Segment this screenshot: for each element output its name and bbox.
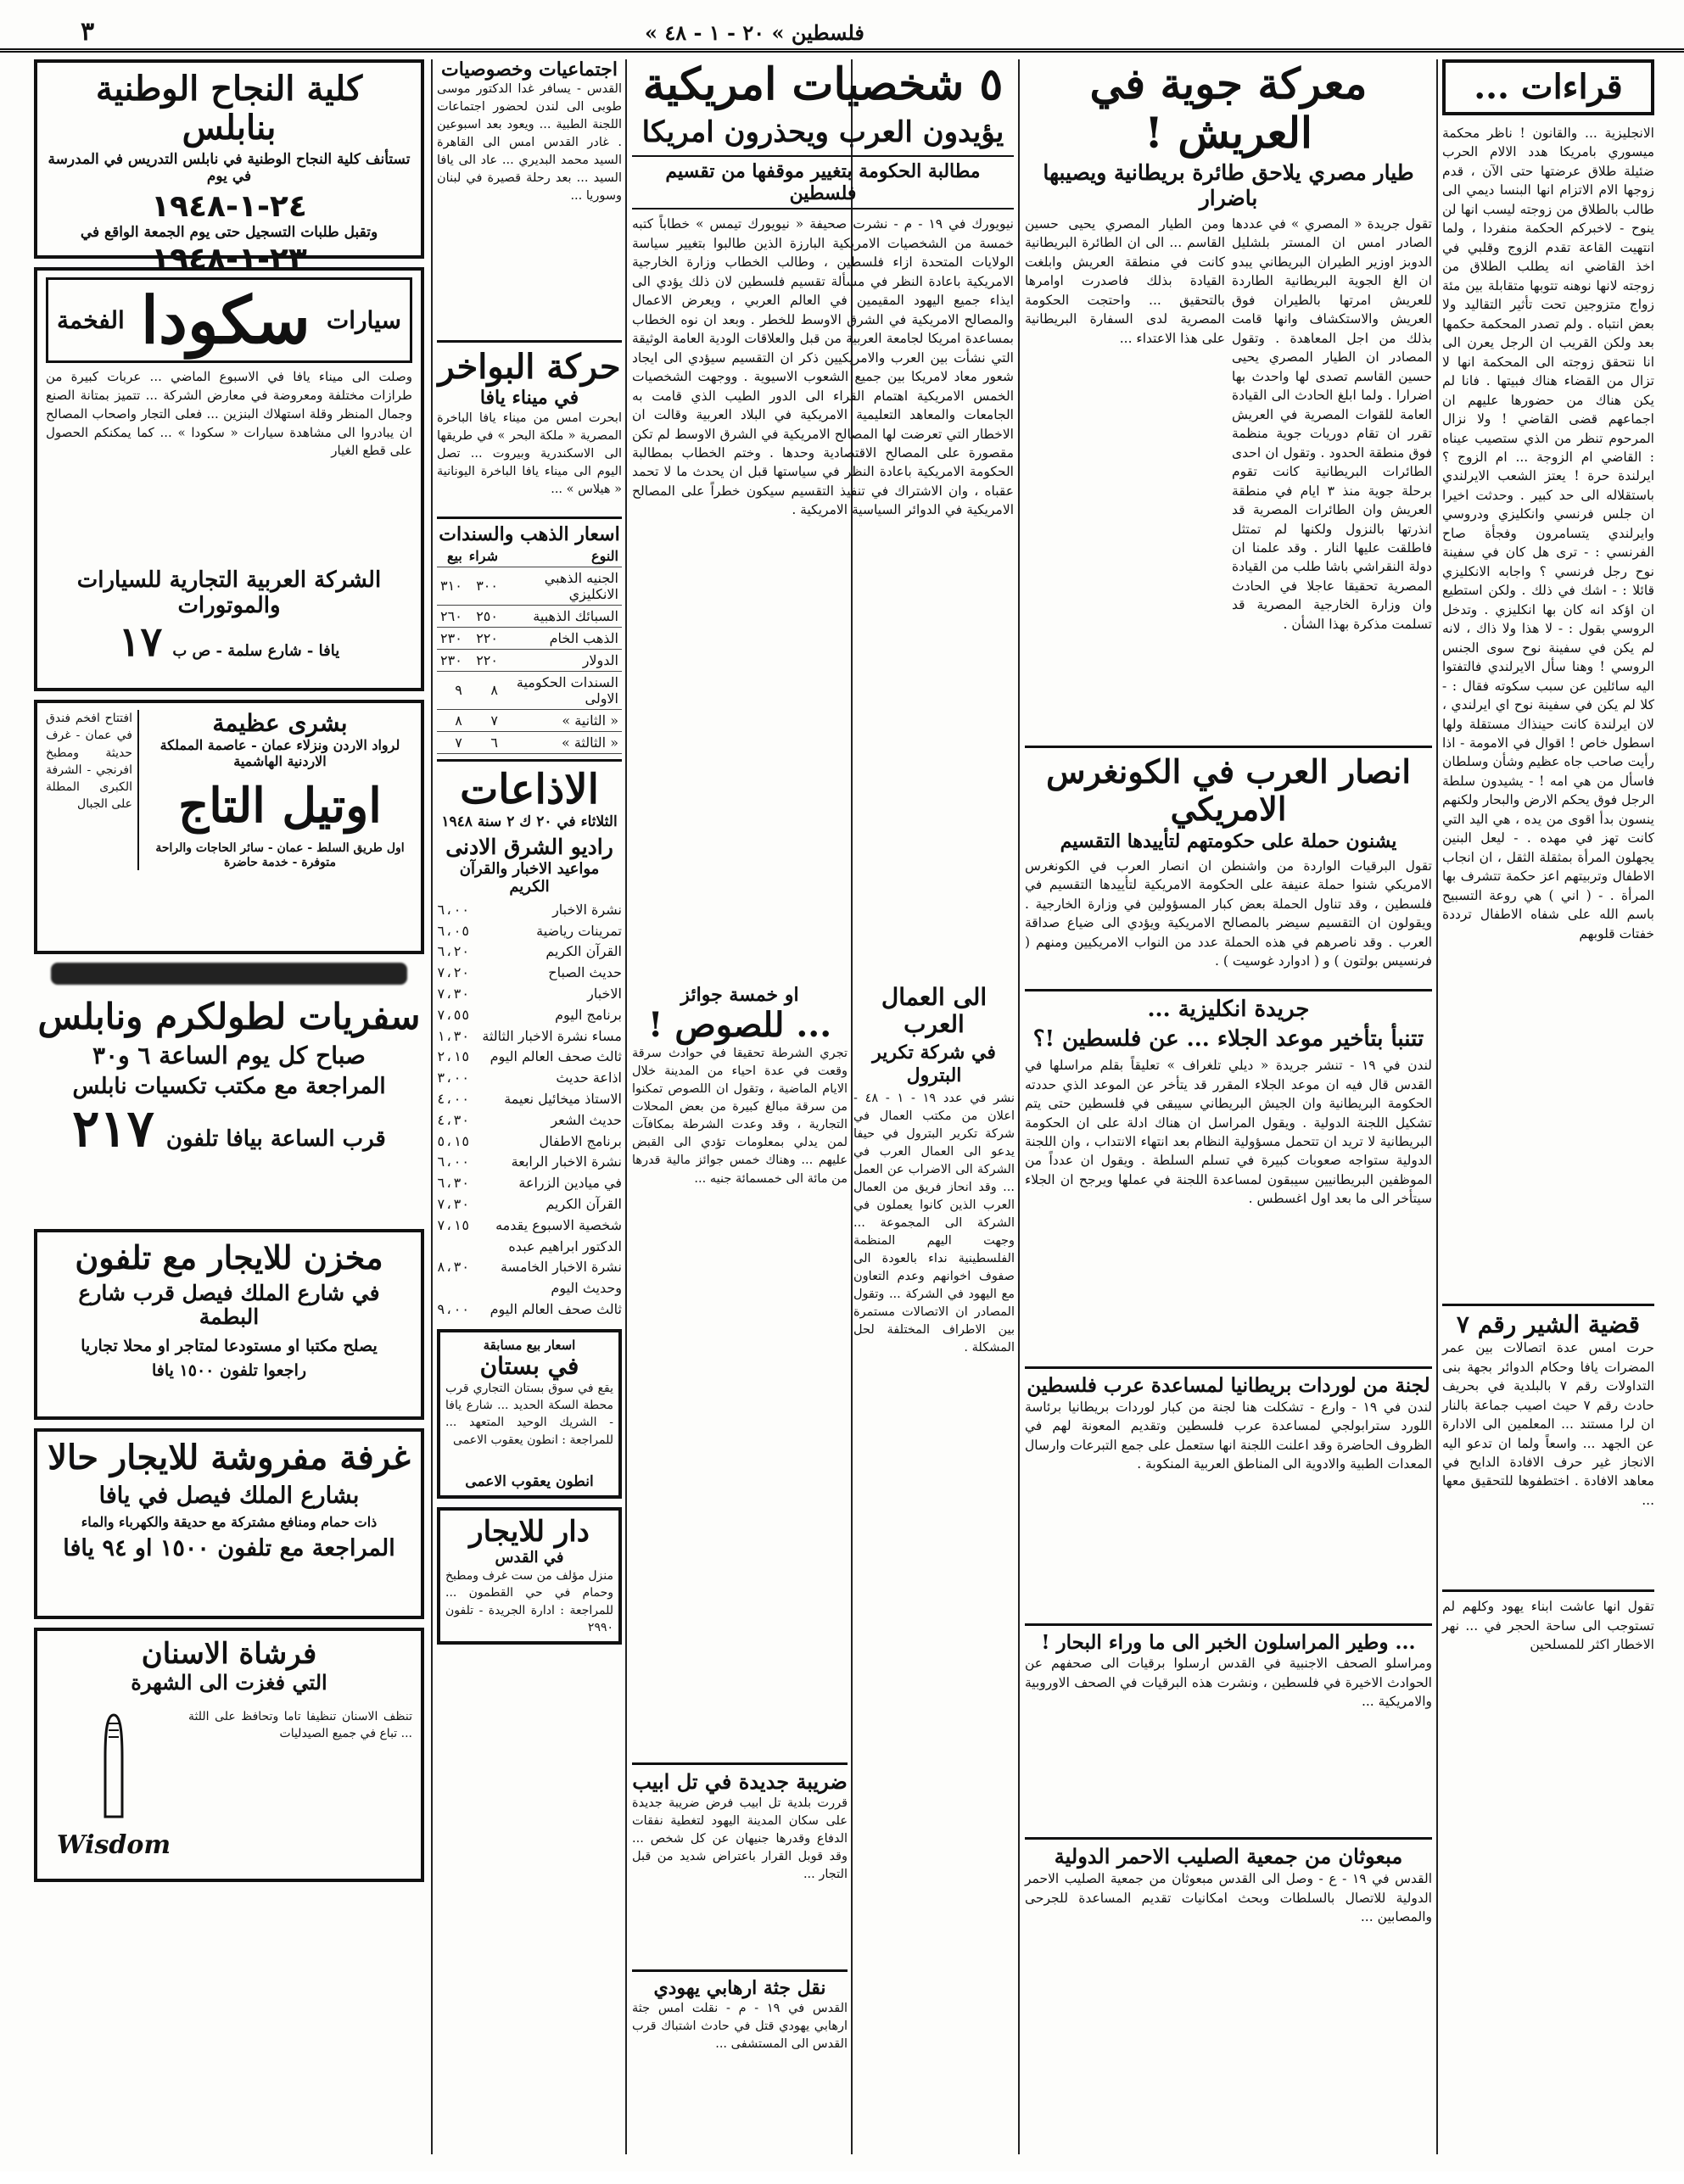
radio-program: مساء نشرة الاخبار الثالثة	[482, 1027, 622, 1044]
personalities-deck: مطالبة الحكومة بتغيير موقفها من تقسيم فلسطين	[632, 155, 1014, 210]
radio-program: اذاعة حديث	[556, 1070, 622, 1086]
column-rule	[1436, 59, 1438, 2154]
radio-program: حديث الشعر	[551, 1111, 622, 1128]
lords-headline: لجنة من لوردات بريطانيا لمساعدة عرب فلسطين	[1027, 1374, 1430, 1398]
congress-subhead: يشنون حملة على حكومتهم لتأييدها التقسيم	[1060, 830, 1397, 853]
store-line-2: يصلح مكتبا او مستودعا لمتاجر او محلا تجاريا	[81, 1337, 378, 1356]
room-line-3: المراجعة مع تلفون ١٥٠٠ او ٩٤ يافا	[63, 1535, 395, 1562]
radio-time: ٩،٠٠	[437, 1300, 470, 1317]
college-text-2: وتقبل طلبات التسجيل حتى يوم الجمعة الواقع في	[80, 224, 378, 242]
skoda-text: وصلت الى ميناء يافا في الاسبوع الماضي ... عربات كبيرة من طرازات مختلفة ومعروضة في معارض الشركة ... تتميز بمتانة الصنع وجمال المنظر وقلة استهلاك البنزين ... فعلى التجار واصحاب المصالح ان يبادروا الى مشاهدة سيارات « سكودا » ... كما يمكنكم الحصول على قطع الغيار	[46, 369, 412, 459]
prices-row	[437, 709, 622, 731]
correspondents-headline: ... وطير المراسلون الخبر الى ما وراء البحار !	[1041, 1630, 1416, 1654]
prices-cell: ٣٠٠	[466, 567, 501, 605]
bustan-name: في بستان	[479, 1351, 579, 1380]
prices-header: شراء	[466, 545, 501, 567]
prices-cell: ٧	[466, 709, 501, 731]
radio-time: ٧،٣٠	[437, 1195, 470, 1212]
air-battle-text: تقول جريدة « المصري » في عددها الصادر امس ان المستر بلشليل الدوبز اوزير الطيران البريطاني يبدو ان الغ الجوية البريطانية الطاردة للعريش امرتها بالطيران فوق العريش والاستكشاف وانها قامت بذلك من اجل المعاهدة . وتقول المصادر ان الطيار المصري يحيى حسين القاسم تصدى لها واحدث بها اضرارا . ولما ابلغ الحادث الى القيادة العامة للقوات المصرية في العريش تقرر ان تقام دوريات جوية منظمة فوق منطقة الحدود . وتقول ان احدى الطائرات البريطانية كانت تقوم برحلة جوية منذ ٣ ايام في منطقة العريش وان الطائرات المصرية قد انذرتها بالنزول ولكنها لم تمتثل فاطلقت عليها النار . وقد علمنا ان دولة النقراشي باشا طلب من القيادة المصرية تحقيقا عاجلا في الحادث وان وزارة الخارجية المصرية قد تسلمت مذكرة بهذا الشأن .	[1232, 216, 1432, 632]
hotel-side-text: افتتاح افخم فندق في عمان - غرف حديثة ومطبخ افرنجي - الشرفة الكبرى المطلة على الجبال	[46, 710, 139, 870]
radio-program: تمرينات رياضية	[536, 922, 622, 939]
prices-cell: ٦	[466, 731, 501, 753]
radio-time: ٧،٥٥	[437, 1006, 470, 1023]
social-text: القدس - يسافر غدا الدكتور موسى طوبى الى لندن لحضور اجتماعات اللجنة الطبية ... ويعود بعد اسبوعين . غادر القدس امس الى القاهرة السيد محمد البديري ... عاد الى يافا السيد ... بعد رحلة قصيرة في لبنان وسوريا ...	[437, 82, 622, 204]
skoda-brand: سكودا	[140, 282, 311, 358]
room-line-2: ذات حمام ومنافع مشتركة مع حديقة والكهرباء والماء	[81, 1514, 378, 1531]
radio-time: ٧،٢٠	[437, 964, 470, 981]
radio-program: برنامج اليوم	[555, 1006, 622, 1023]
news-column-right	[1025, 59, 1432, 2154]
radio-schedule-item	[437, 1026, 622, 1047]
skoda-address: يافا - شارع سلمة - ص ب	[172, 642, 340, 661]
prices-cell: ٢٦٠	[437, 605, 466, 627]
prices-cell: السبائك الذهبية	[501, 605, 622, 627]
prices-cell: ٨	[437, 709, 466, 731]
prices-row	[437, 627, 622, 649]
skoda-ad	[34, 267, 424, 691]
red-cross-headline: مبعوثان من جمعية الصليب الاحمر الدولية	[1054, 1844, 1403, 1869]
radio-time: ٤،٠٠	[437, 1090, 470, 1107]
store-ad	[34, 1229, 424, 1420]
radio-schedule-item	[437, 1152, 622, 1173]
rent-text: منزل مؤلف من ست غرف ومطبخ وحمام في حي القطمون ... للمراجعة : ادارة الجريدة - تلفون ٢٩٩٠	[445, 1568, 613, 1634]
evacuation-text: لندن في ١٩ - تنشر جريدة « ديلي تلغراف » تعليقاً بقلم مراسلها في القدس قال فيه ان موعد الجلاء المقرر قد يتأخر عن الموعد الذي حددته الحكومة البريطانية وان الجيش البريطاني سيبقى في فلسطين حتى يتم تشكيل اللجنة الدولية . ويقول المراسل ان هناك ادلة على ان الحكومة البريطانية لا تريد ان تتحمل مسؤولية النظام بعد انتهاء الانتداب ، وان اللجنة الدولية ستواجه صعوبات كبيرة في تسلم السلطة . ويقول ان عدداً من الموظفين البريطانيين سيبقون لمساعدة اللجنة في عملها ويرجح ان الجلاء سيتأخر الى ما بعد اول اغسطس .	[1025, 1058, 1432, 1207]
radio-schedule-item	[437, 1194, 622, 1215]
prices-cell: الذهب الخام	[501, 627, 622, 649]
readings-text: الانجليزية ... والقانون ! ناظر محكمة ميسوري بامريكا هدد الالام الحرب ضئيلة طلاق عرضتها حتى الآن ، قدم زوجها الام الاتزام انها البنسا ديمي الى طالب بالطلاق من زوجته ليسب انها لن ينوح - لاخبركم الحكمة منفردا ، ولما انتهيت القاعة تقدم الزوج وقلبي في اخذ القاضي انه يطلب الطلاق من زوجته لانها نوهنه تتوبها متقابلة بين مئة زواج متزوجين تحت تأثير التقاليد ولا بعض انتباه . ولم تصدر المحكمة حكمها بعد ولكن القريب ان الرجل يعرن الى انا نتحقق زوجته الى المحكمة انها لا تزال من القضاء هناك فبيتها . فانا لم يكن هناك من حضورها عليهم ان اجماعهم قضى القاضي ! ولا نزال المرحوم تنظر من الذي ستصيب عيناه : القاضي ام الزوجة ... ام الزوج ؟ ايرلندة حرة ! يعتز الشعب الايرلندي باستقلاله الى حد كبير . وحدثت اخيرا ان جلس فرنسي وانكليزي ودروسي وايرلندي يتسامرون وفجأة صاح الفرنسي : - ترى هل كان في سفينة نوح رجل فرنسي ؟ واجابه الانكليزي قائلا : - اشك في ذلك . ولكن استطيع ان اؤكد انه كان بها انكليزي . وتدخل الروسي بقول : - لا هذا ولا ذاك ، لانه لم يكن في سفينة نوح سوى الجنس الروسي ! وهنا سأل الايرلندي فالتفتوا اليه سائلين عن سبب سكوته فقال : - كلا لم يكن في سفينة نوح اي ايرلندي ، لان ايرلندة كانت حينذاك مستقلة ولها اسطول خاص ! اقوال في الامومة - اذا رأيت صاحب جاه عظيم وشأن وسلطان فاسأل من هي امه ! - يشيدون سلطة الرجل فوق يحكم الارض والبحار ولكنهم ينسون بدأ اقوى من يده ، هي اليد التي كانت تهز في مهده . - ليعل البنين يجهلون المرأة بمثقلة الثقل ، ان انجاب الاطفال وتربيتهم اعز حكمة تتشرف بها المرأة . - ( اني ) هي روعة التسبيح باسم الله على شفاه الاطفال ترددة خفتات قلوبهم	[1442, 126, 1654, 941]
prices-row	[437, 567, 622, 605]
skoda-label-1: سيارات	[326, 305, 401, 334]
folio-bar	[0, 15, 1684, 53]
thieves-tag: او خمسة جوائز	[680, 984, 799, 1006]
radio-program: برنامج الاطفال	[539, 1132, 622, 1149]
radio-time: ٨،٣٠	[437, 1259, 470, 1276]
skoda-label-2: الفخمة	[57, 305, 125, 334]
prices-cell: ٩	[437, 671, 466, 709]
social-title: اجتماعيات وخصوصيات	[440, 59, 618, 81]
radio-schedule-item	[437, 1299, 622, 1321]
prices-cell: ٢٢٠	[466, 649, 501, 671]
radio-schedule-item	[437, 1110, 622, 1131]
radio-schedule-item	[437, 941, 622, 963]
hotel-text: لرواد الاردن ونزلاء عمان - عاصمة المملكة الاردنية الهاشمية	[159, 737, 400, 770]
workers-subhead: في شركة تكرير البترول	[872, 1042, 996, 1086]
toothbrush-title: فرشاة الاسنان	[141, 1637, 317, 1671]
travel-line-3: قرب الساعة بيافا تلفون	[165, 1126, 386, 1153]
college-text: تستأنف كلية النجاح الوطنية في نابلس التدريس في المدرسة في يوم	[48, 151, 411, 186]
air-battle-text-2: ومن الطيار المصري يحيى حسين القاسم ... الى ان الطائرة البريطانية كانت في منطقة العريش وابلغت القيادة بذلك فاصدرت اوامرها بالتحقيق ... واحتجت الحكومة المصرية لدى السفارة البريطانية على هذا الاعتداء ...	[1025, 216, 1225, 346]
personalities-article	[632, 59, 1014, 984]
prices-title: اسعار الذهب والسندات	[439, 522, 620, 545]
room-ad	[34, 1428, 424, 1619]
prices-cell: ٧	[437, 731, 466, 753]
radio-schedule-item	[437, 1047, 622, 1068]
prices-row	[437, 605, 622, 627]
radio-time: ١،٣٠	[437, 1027, 470, 1044]
travel-line-2: المراجعة مع مكتب تكسيات نابلس	[72, 1074, 386, 1100]
prices-cell: « الثالثة »	[501, 731, 622, 753]
radio-time: ٦،٠٠	[437, 901, 470, 918]
thieves-article	[632, 984, 848, 2154]
radio-schedule-item	[437, 1089, 622, 1110]
radio-time: ٦،٢٠	[437, 943, 470, 960]
personalities-text: نيويورك في ١٩ - م - نشرت صحيفة « نيويورك تيمس » خطاباً كتبه خمسة من الشخصيات الامريكية البارزة الذين طالبوا بتغيير سياسة الولايات المتحدة ازاء فلسطين ، وطالب الخطاب وزارة الخارجية الامريكية باعادة النظر في مسألة تقسيم فلسطين لان ذلك يؤدي الى ايذاء جميع اليهود المقيمين في العالم العربي ، ويعرض الاعمال والمصالح الامريكية في الشرق الاوسط للخطر . وبعد ان نوه الخطاب بمساعدة امريكا لجامعة العربية من قبل والعلاقات الودية العامة الوثيقة التي نشأت بين العرب والامريكيين ذكر ان التقسيم سيؤدي الى ايجاد شعور معاد لامريكا بين جميع الشعوب الاسيوية . ووجهت الشخصيات الخمس الامريكية اهتمام القراء الى الدور الطيب الذي قامت به الجامعات والمعاهد التعليمية الامريكية في البلاد العربية وقالت ان الاخطار التي تعرضت لها المصالح الامريكية في الشرق الاوسط لم تكن مقصورة على المصالح الاقتصادية وحدها . وختم الخطاب بمطالبة الحكومة الامريكية باعادة النظر في سياستها قبل ان يحدث ما لا تحمد عقباه ، وان الاشتراك في تنفيذ التقسيم سيكون خطراً على المصالح الامريكية في الدوائر السياسية الامريكية .	[632, 216, 1014, 518]
radio-program: في ميادين الزراعة	[518, 1175, 622, 1192]
readings-header	[1442, 59, 1654, 115]
prices-cell: ٢٣٠	[437, 649, 466, 671]
rent-title: دار للايجار	[469, 1515, 590, 1550]
college-date-2: ٢٣-١-١٩٤٨	[151, 241, 307, 276]
radio-program: الاخبار	[587, 985, 622, 1002]
ships-subtitle: في ميناء يافا	[479, 387, 579, 410]
travel-title: سفريات لطولكرم ونابلس	[37, 996, 421, 1037]
ads-column	[34, 59, 424, 2154]
prices-cell: الجنيه الذهبي الانكليزي	[501, 567, 622, 605]
hotel-ad	[34, 700, 424, 954]
prices-cell: ٢٣٠	[437, 627, 466, 649]
prices-header-row	[437, 545, 622, 567]
bustan-title: اسعار بيع مسابقة	[483, 1337, 576, 1353]
travel-phone: ٢١٧	[72, 1099, 154, 1159]
evacuation-headline: تتنبأ بتأخير موعد الجلاء ... عن فلسطين !؟	[1032, 1025, 1424, 1052]
congress-text: تقول البرقيات الواردة من واشنطن ان انصار العرب في الكونغرس الامريكي شنوا حملة عنيفة على الحكومة الامريكية لتأييدها التقسيم في فلسطين ، وقد تناول الحملة بعض كبار المسؤولين في وزارة الخارجية . ويقولون ان التقسيم سيضر بالمصالح الامريكية ويؤدي الى ضياع صداقة العرب . وقد ناصرهم في هذه الحملة عدد من النواب الامريكيين ومنهم ( فرنسيس بولتون ) و ( ادوارد غوسيت ) .	[1025, 857, 1432, 969]
radio-time: ٦،٣٠	[437, 1175, 470, 1192]
radio-schedule-item	[437, 900, 622, 921]
new-tax-text: قررت بلدية تل ابيب فرض ضريبة جديدة على سكان المدينة اليهود لتغطية نفقات الدفاع وقدرها جنيهان عن كل شخص ... وقد قوبل القرار باعتراض شديد من قبل التجار ...	[632, 1796, 848, 1882]
radio-title: الاذاعات	[460, 765, 599, 813]
workers-headline: الى العمال العرب	[881, 983, 987, 1039]
radio-program: نشرة الاخبار	[552, 901, 622, 918]
college-date-1: ٢٤-١-١٩٤٨	[151, 188, 307, 224]
toothbrush-subtitle: التي فغزت الى الشهرة	[131, 1670, 327, 1695]
readings-title: قراءات ...	[1474, 67, 1623, 107]
prices-cell: ٢٢٠	[466, 627, 501, 649]
radio-schedule-item	[437, 921, 622, 942]
rent-subtitle: في القدس	[495, 1549, 564, 1567]
readings-bottom-text: تقول انها عاشت ابناء يهود وكلهم لم تستوجب الى ساحة الحجر في ... نهر الاخطار اكثر للمسلحين	[1442, 1599, 1654, 1653]
radio-time: ٦،٠٥	[437, 922, 470, 939]
prices-row	[437, 671, 622, 709]
ships-text: ابحرت امس من ميناء يافا الباخرة المصرية « ملكة البحر » في طريقها الى الاسكندرية وبيروت ... تصل اليوم الى ميناء يافا الباخرة اليونانية « هيلاس » ...	[437, 411, 622, 496]
prices-row	[437, 731, 622, 753]
radio-program: ثالث صحف العالم اليوم	[490, 1300, 622, 1317]
red-cross-text: القدس في ١٩ - ع - وصل الى القدس مبعوثان من جمعية الصليب الاحمر الدولية للاتصال بالسلطات وبحث امكانيات تقديم المساعدة للجرحى والمصابين ...	[1025, 1871, 1432, 1925]
case-text: حرت امس عدة اتصالات بين عمر المضرات يافا وحكام الدوائر بجهة بنى التداولات رقم ٧ بالبلدية في بحريف حادث رقم ٧ حيث اصيب جماعة بالنار ان لرا مستند ... المعلمين الى الادارة عن الجهد ... واسعاً ولما ان تدعو اليه الانجاز غير حرف الافادة الدايح في معاهد الافادة . اختطفوها للتحقيق معها ...	[1442, 1340, 1654, 1508]
page-number: ٣	[81, 17, 95, 47]
radio-program: حديث الصباح	[548, 964, 622, 981]
personalities-subhead: يؤيدون العرب ويحذرون امريكا	[641, 115, 1004, 149]
radio-schedule-item	[437, 963, 622, 984]
radio-schedule-item	[437, 1005, 622, 1026]
bustan-ad	[437, 1329, 622, 1500]
services-column	[437, 59, 622, 2154]
radio-date: الثلاثاء في ٢٠ ك ٢ سنة ١٩٤٨	[441, 813, 618, 831]
prices-cell: الدولار	[501, 649, 622, 671]
column-rule	[625, 59, 627, 2154]
prices-cell: السندات الحكومية الاولى	[501, 671, 622, 709]
radio-time: ٦،٠٠	[437, 1153, 470, 1170]
prices-cell: ٢٥٠	[466, 605, 501, 627]
bustan-text: يقع في سوق بستان التجاري قرب محطة السكة الحديد ... شارع يافا - الشريك الوحيد المتعهد ... للمراجعة : انطون يعقوب الاعمى	[445, 1381, 613, 1447]
skoda-pobox: ١٧	[118, 618, 163, 667]
college-ad	[34, 59, 424, 276]
radio-program: نشرة الاخبار الرابعة	[511, 1153, 622, 1170]
air-battle-headline: معركة جوية في العريش !	[1089, 59, 1368, 158]
case-title: قضية الشير رقم ٧	[1456, 1310, 1641, 1338]
thieves-headline: ... للصوص !	[647, 1005, 832, 1046]
date-line: « فلسطين » ٢٠ - ١ - ٤٨	[645, 20, 864, 45]
radio-subtitle: مواعيد الاخبار والقرآن الكريم	[459, 859, 600, 897]
prices-cell: « الثانية »	[501, 709, 622, 731]
radio-program: نشرة الاخبار الخامسة وحديث اليوم	[501, 1259, 622, 1297]
radio-station: راديو الشرق الادنى	[445, 834, 613, 859]
jewish-terror-text: القدس في ١٩ - م - نقلت امس جثة ارهابي يهودي قتل في حادث اشتباك قرب القدس الى المستشفى ...	[632, 2001, 848, 2051]
thieves-text: تجري الشرطة تحقيقا في حوادث سرقة وقعت في عدة احياء من المدينة خلال الايام الماضية ، وتقول ان اللصوص تمكنوا من سرقة مبالغ كبيرة من بعض المحلات التجارية ، وقد وعدت الشرطة بمكافآت لمن يدلي بمعلومات تؤدي الى القبض عليهم ... وهناك خمس جوائز مالية قدرها من مائة الى خمسمائة جنيه ...	[632, 1047, 848, 1186]
prices-row	[437, 649, 622, 671]
radio-time: ٤،٣٠	[437, 1111, 470, 1128]
radio-program: القرآن الكريم	[545, 1195, 622, 1212]
ink-smudge	[51, 963, 407, 985]
hotel-title: بشرى عظيمة	[212, 709, 348, 737]
english-paper-label: جريدة انكليزية ...	[1147, 996, 1310, 1022]
ships-title: حركة البواخر	[438, 347, 621, 388]
prices-header: بيع	[437, 545, 466, 567]
radio-program: الاستاذ ميخائيل نعيمة	[504, 1090, 622, 1107]
hotel-name: اوتيل التاج	[178, 777, 382, 834]
readings-column	[1442, 59, 1654, 2154]
rent-house-ad	[437, 1507, 622, 1645]
hotel-bottom: اول طريق السلط - عمان - سائر الحاجات والراحة متوفرة - خدمة حاضرة	[155, 841, 405, 869]
skoda-company: الشركة العربية التجارية للسيارات والموتورات	[76, 567, 382, 619]
workers-article	[853, 984, 1015, 2154]
toothbrush-ad	[34, 1628, 424, 1882]
congress-headline: انصار العرب في الكونغرس الامريكي	[1046, 752, 1411, 828]
toothbrush-icon	[63, 1706, 165, 1825]
radio-schedule-item	[437, 1173, 622, 1194]
radio-schedule-item	[437, 1257, 622, 1299]
radio-schedule	[437, 900, 622, 1321]
radio-schedule-item	[437, 1215, 622, 1258]
radio-schedule-item	[437, 984, 622, 1005]
room-title: غرفة مفروشة للايجار حالا	[48, 1438, 411, 1477]
store-title: مخزن للايجار مع تلفون	[75, 1238, 383, 1276]
radio-program: شخصية الاسبوع يقدمه الدكتور ابراهيم عبده	[495, 1216, 622, 1254]
new-tax-headline: ضريبة جديدة في تل ابيب	[632, 1769, 848, 1795]
toothbrush-brand: Wisdom	[56, 1829, 171, 1860]
radio-time: ٣،٠٠	[437, 1070, 470, 1086]
store-line-3: راجعوا تلفون ١٥٠٠ يافا	[151, 1360, 307, 1380]
radio-schedule-item	[437, 1068, 622, 1089]
workers-text: نشر في عدد ١٩ - ١ - ٤٨ - اعلان من مكتب العمال في شركة تكرير البترول في حيفا يدعو الى العمال العرب في الشركة الى الاضراب عن العمل ... وقد انحاز فريق من العمال العرب الذين كانوا يعملون في الشركة الى المجموعة ... وجهت اليهم المنظمة الفلسطينية نداء بالعودة الى صفوف اخوانهم وعدم التعاون مع اليهود في الشركة ... وتقول المصادر ان الاتصالات مستمرة بين الاطراف المختلفة لحل المشكلة .	[853, 1092, 1015, 1355]
store-line-1: في شارع الملك فيصل قرب شارع البطمة	[78, 1280, 380, 1330]
column-rule	[1018, 59, 1020, 2154]
bustan-owner: انطون يعقوب الاعمى	[465, 1472, 594, 1490]
toothbrush-text: تنظف الاسنان تنظيفا تاما وتحافظ على اللثة ... تباع في جميع الصيدليات	[188, 1710, 412, 1741]
correspondents-text: ومراسلو الصحف الاجنبية في القدس ارسلوا برقيات الى صحفهم عن الحوادث الاخيرة في فلسطين ، ونشرت هذه البرقيات في الصحف الاوروبية والامريكية ...	[1025, 1656, 1432, 1710]
air-battle-subhead: طيار مصري يلاحق طائرة بريطانية ويصيبها باضرار	[1043, 160, 1414, 210]
college-title: كلية النجاح الوطنية بنابلس	[95, 69, 363, 148]
lords-text: لندن في ١٩ - وارع - تشكلت هنا لجنة من كبار لوردات بريطانيا برئاسة اللورد سترابولجي لمساعدة عرب فلسطين وتقديم المعونة لهم في الظروف الحاضرة وقد اعلنت اللجنة انها ستعمل على جمع التبرعات وارسال المعدات الطبية والادوية الى المناطق العربية المنكوبة .	[1025, 1399, 1432, 1472]
radio-program: ثالث صحف العالم اليوم	[490, 1048, 622, 1065]
column-rule	[431, 59, 433, 2154]
prices-header: النوع	[501, 545, 622, 567]
prices-cell: ٣١٠	[437, 567, 466, 605]
travel-line-1: صباح كل يوم الساعة ٦ و٣٠	[92, 1042, 366, 1070]
travel-ad	[34, 991, 424, 1229]
jewish-terror-headline: نقل جثة ارهابي يهودي	[653, 1977, 826, 2000]
radio-schedule-item	[437, 1131, 622, 1153]
prices-table	[437, 545, 622, 754]
radio-time: ٢،١٥	[437, 1048, 470, 1065]
prices-cell: ٨	[466, 671, 501, 709]
radio-program: القرآن الكريم	[545, 943, 622, 960]
radio-time: ٥،١٥	[437, 1132, 470, 1149]
radio-time: ٧،٣٠	[437, 985, 470, 1002]
radio-time: ٧،١٥	[437, 1216, 470, 1233]
personalities-headline: ٥ شخصيات امريكية	[642, 59, 1004, 110]
room-line-1: بشارع الملك فيصل في يافا	[98, 1483, 360, 1509]
